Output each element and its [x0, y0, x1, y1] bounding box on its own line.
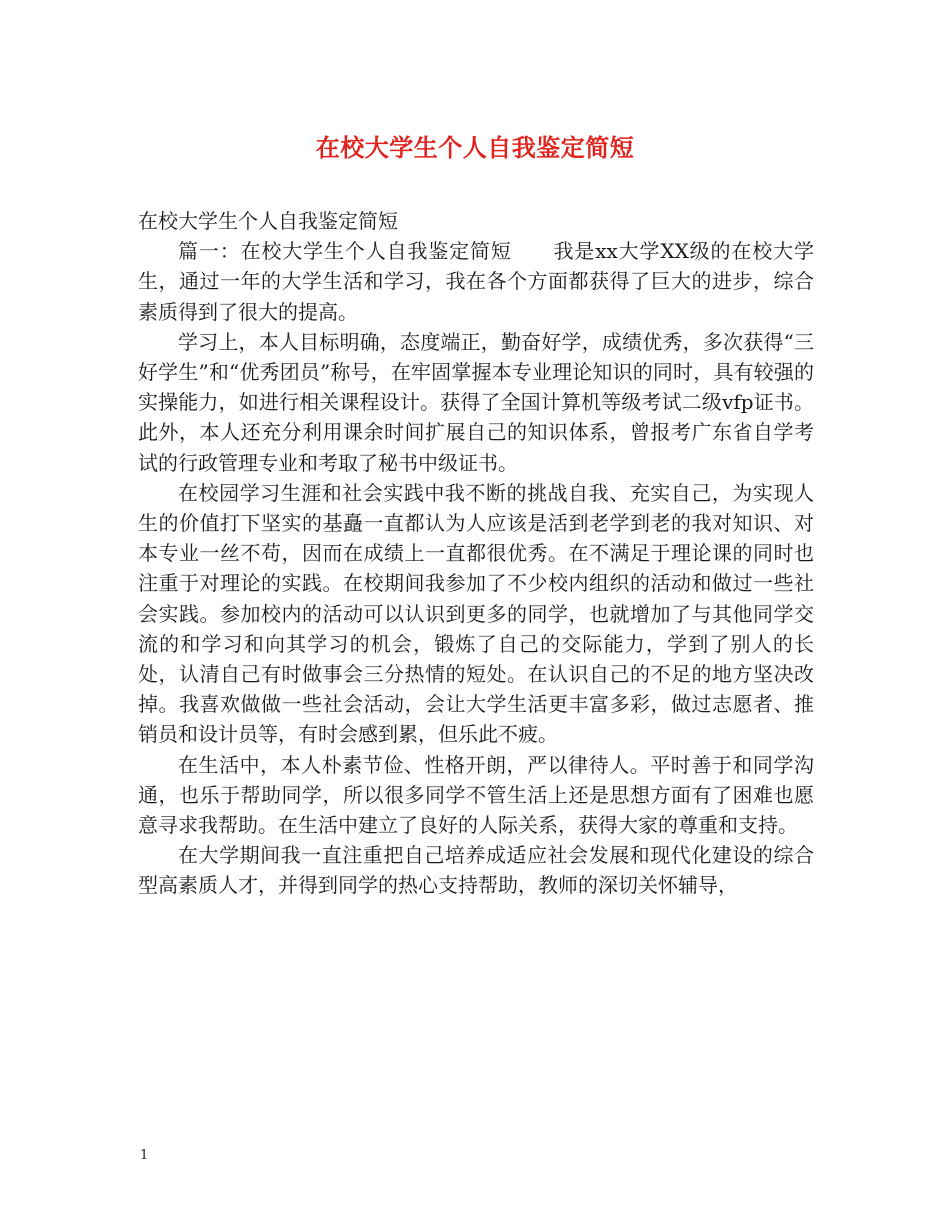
document-subtitle: 在校大学生个人自我鉴定简短 — [138, 209, 398, 233]
paragraph-3: 在校园学习生涯和社会实践中我不断的挑战自我、充实自己，为实现人生的价值打下坚实的基矗一直都认为人应该是活到老学到老的我对知识、对本专业一丝不苟，因而在成绩上一直都很优秀。在不满足于理论课的同时也注重于对理论的实践。在校期间我参加了不少校内组织的活动和做过一些社会实践。参加校内的活动可以认识到更多的同学，也就增加了与其他同学交流的和学习和向其学习的机会，锻炼了自己的交际能力，学到了别人的长处，认清自己有时做事会三分热情的短处。在认识自己的不足的地方坚决改掉。我喜欢做做一些社会活动，会让大学生活更丰富多彩，做过志愿者、推销员和设计员等，有时会感到累，但乐此不疲。 — [138, 480, 814, 747]
document-title: 在校大学生个人自我鉴定简短 — [315, 134, 635, 162]
document-body — [138, 206, 814, 901]
paragraph-5: 在大学期间我一直注重把自己培养成适应社会发展和现代化建设的综合型高素质人才，并得到同学的热心支持帮助，教师的深切关怀辅导， — [138, 843, 814, 898]
paragraph-2: 学习上，本人目标明确，态度端正，勤奋好学，成绩优秀，多次获得“三好学生”和“优秀团员”称号，在牢固掌握本专业理论知识的同时，具有较强的实操能力，如进行相关课程设计。获得了全国计算机等级考试二级vfp证书。此外，本人还充分利用课余时间扩展自己的知识体系，曾报考广东省自学考试的行政管理专业和考取了秘书中级证书。 — [138, 329, 814, 475]
page-number: 1 — [140, 1148, 149, 1163]
paragraph-4: 在生活中，本人朴素节俭、性格开朗，严以律待人。平时善于和同学沟通，也乐于帮助同学，所以很多同学不管生活上还是思想方面有了困难也愿意寻求我帮助。在生活中建立了良好的人际关系，获得大家的尊重和支持。 — [138, 752, 814, 838]
paragraph-1: 篇一：在校大学生个人自我鉴定简短 我是xx大学XX级的在校大学生，通过一年的大学生活和学习，我在各个方面都获得了巨大的进步，综合素质得到了很大的提高。 — [138, 239, 814, 324]
